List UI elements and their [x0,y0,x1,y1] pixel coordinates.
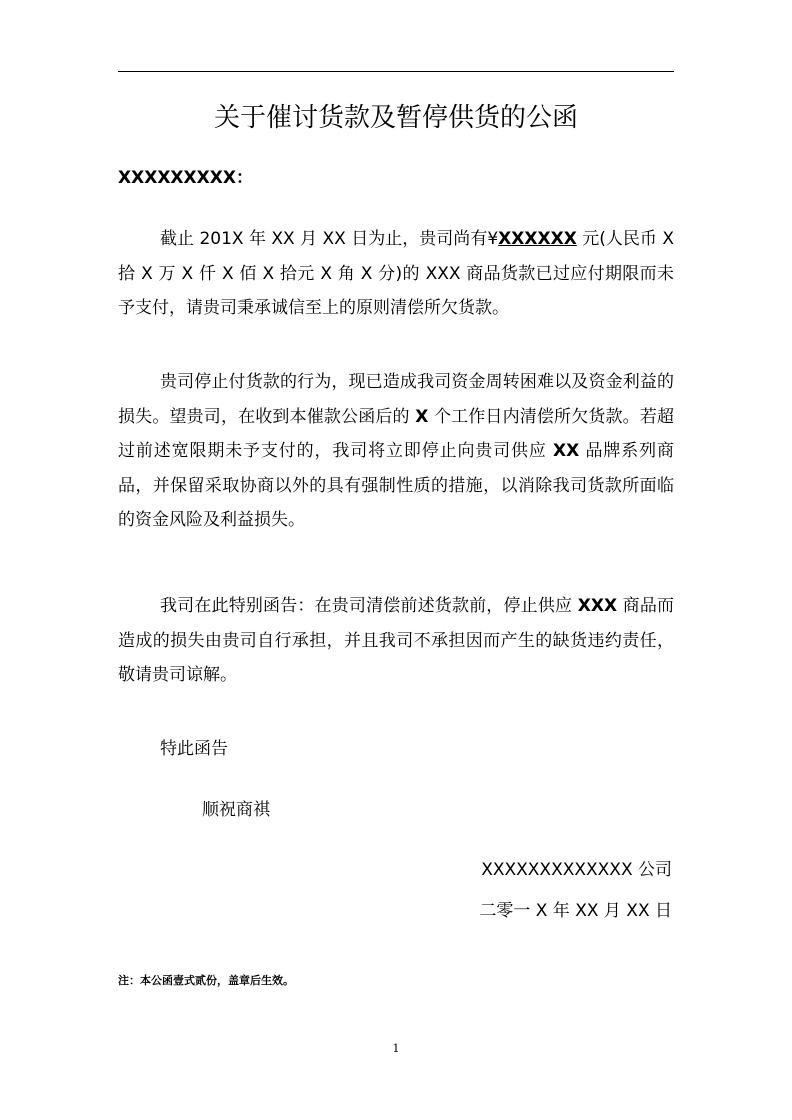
paragraph-1-text-b: 元(人民币 X 拾 X 万 X 仟 X 佰 X 拾元 X 角 X 分)的 XXX 商品货款已过应付期限而未予支付，请贵司秉承诚信至上的原则清偿所欠货款。 [118,229,674,318]
paragraph-2-text-a: 贵司停止付货款的行为，现已造成我司资金周转困难以及资金利益的损失。望贵司，在收到本催款公函后的 [118,372,674,427]
header-rule [118,71,674,72]
paragraph-3-text-a: 我司在此特别函告：在贵司清偿前述货款前，停止供应 [160,596,578,616]
paragraph-1 [118,222,674,326]
salutation: XXXXXXXXX： [118,168,253,188]
paragraph-3 [118,589,674,693]
closing-regards: 顺祝商祺 [202,800,270,820]
product-placeholder: XXX [577,596,618,616]
page-number: 1 [392,1042,400,1055]
days-placeholder: X [415,406,429,427]
footnote: 注：本公函壹式贰份，盖章后生效。 [118,974,294,987]
brand-placeholder: XX [553,441,580,461]
signature-date: 二零一 X 年 XX 月 XX 日 [479,901,672,921]
paragraph-2-text-c: 品牌系列商品，并保留采取协商以外的具有强制性质的措施，以消除我司货款所面临的资金风险及利益损失。 [118,441,674,530]
company-signature: XXXXXXXXXXXXX 公司 [481,860,672,880]
document-title: 关于催讨货款及暂停供货的公函 [213,103,578,133]
paragraph-1-text-a: 截止 201X 年 XX 月 XX 日为止，贵司尚有¥ [160,229,499,249]
paragraph-2-text-b: 个工作日内清偿所欠货款。若超过前述宽限期未予支付的，我司将立即停止向贵司供应 [118,406,674,461]
special-notice: 特此函告 [160,739,228,759]
paragraph-2 [118,365,674,538]
paragraph-3-text-b: 商品而造成的损失由贵司自行承担，并且我司不承担因而产生的缺货违约责任，敬请贵司谅解。 [118,596,675,685]
amount-placeholder: XXXXXX [498,229,577,249]
